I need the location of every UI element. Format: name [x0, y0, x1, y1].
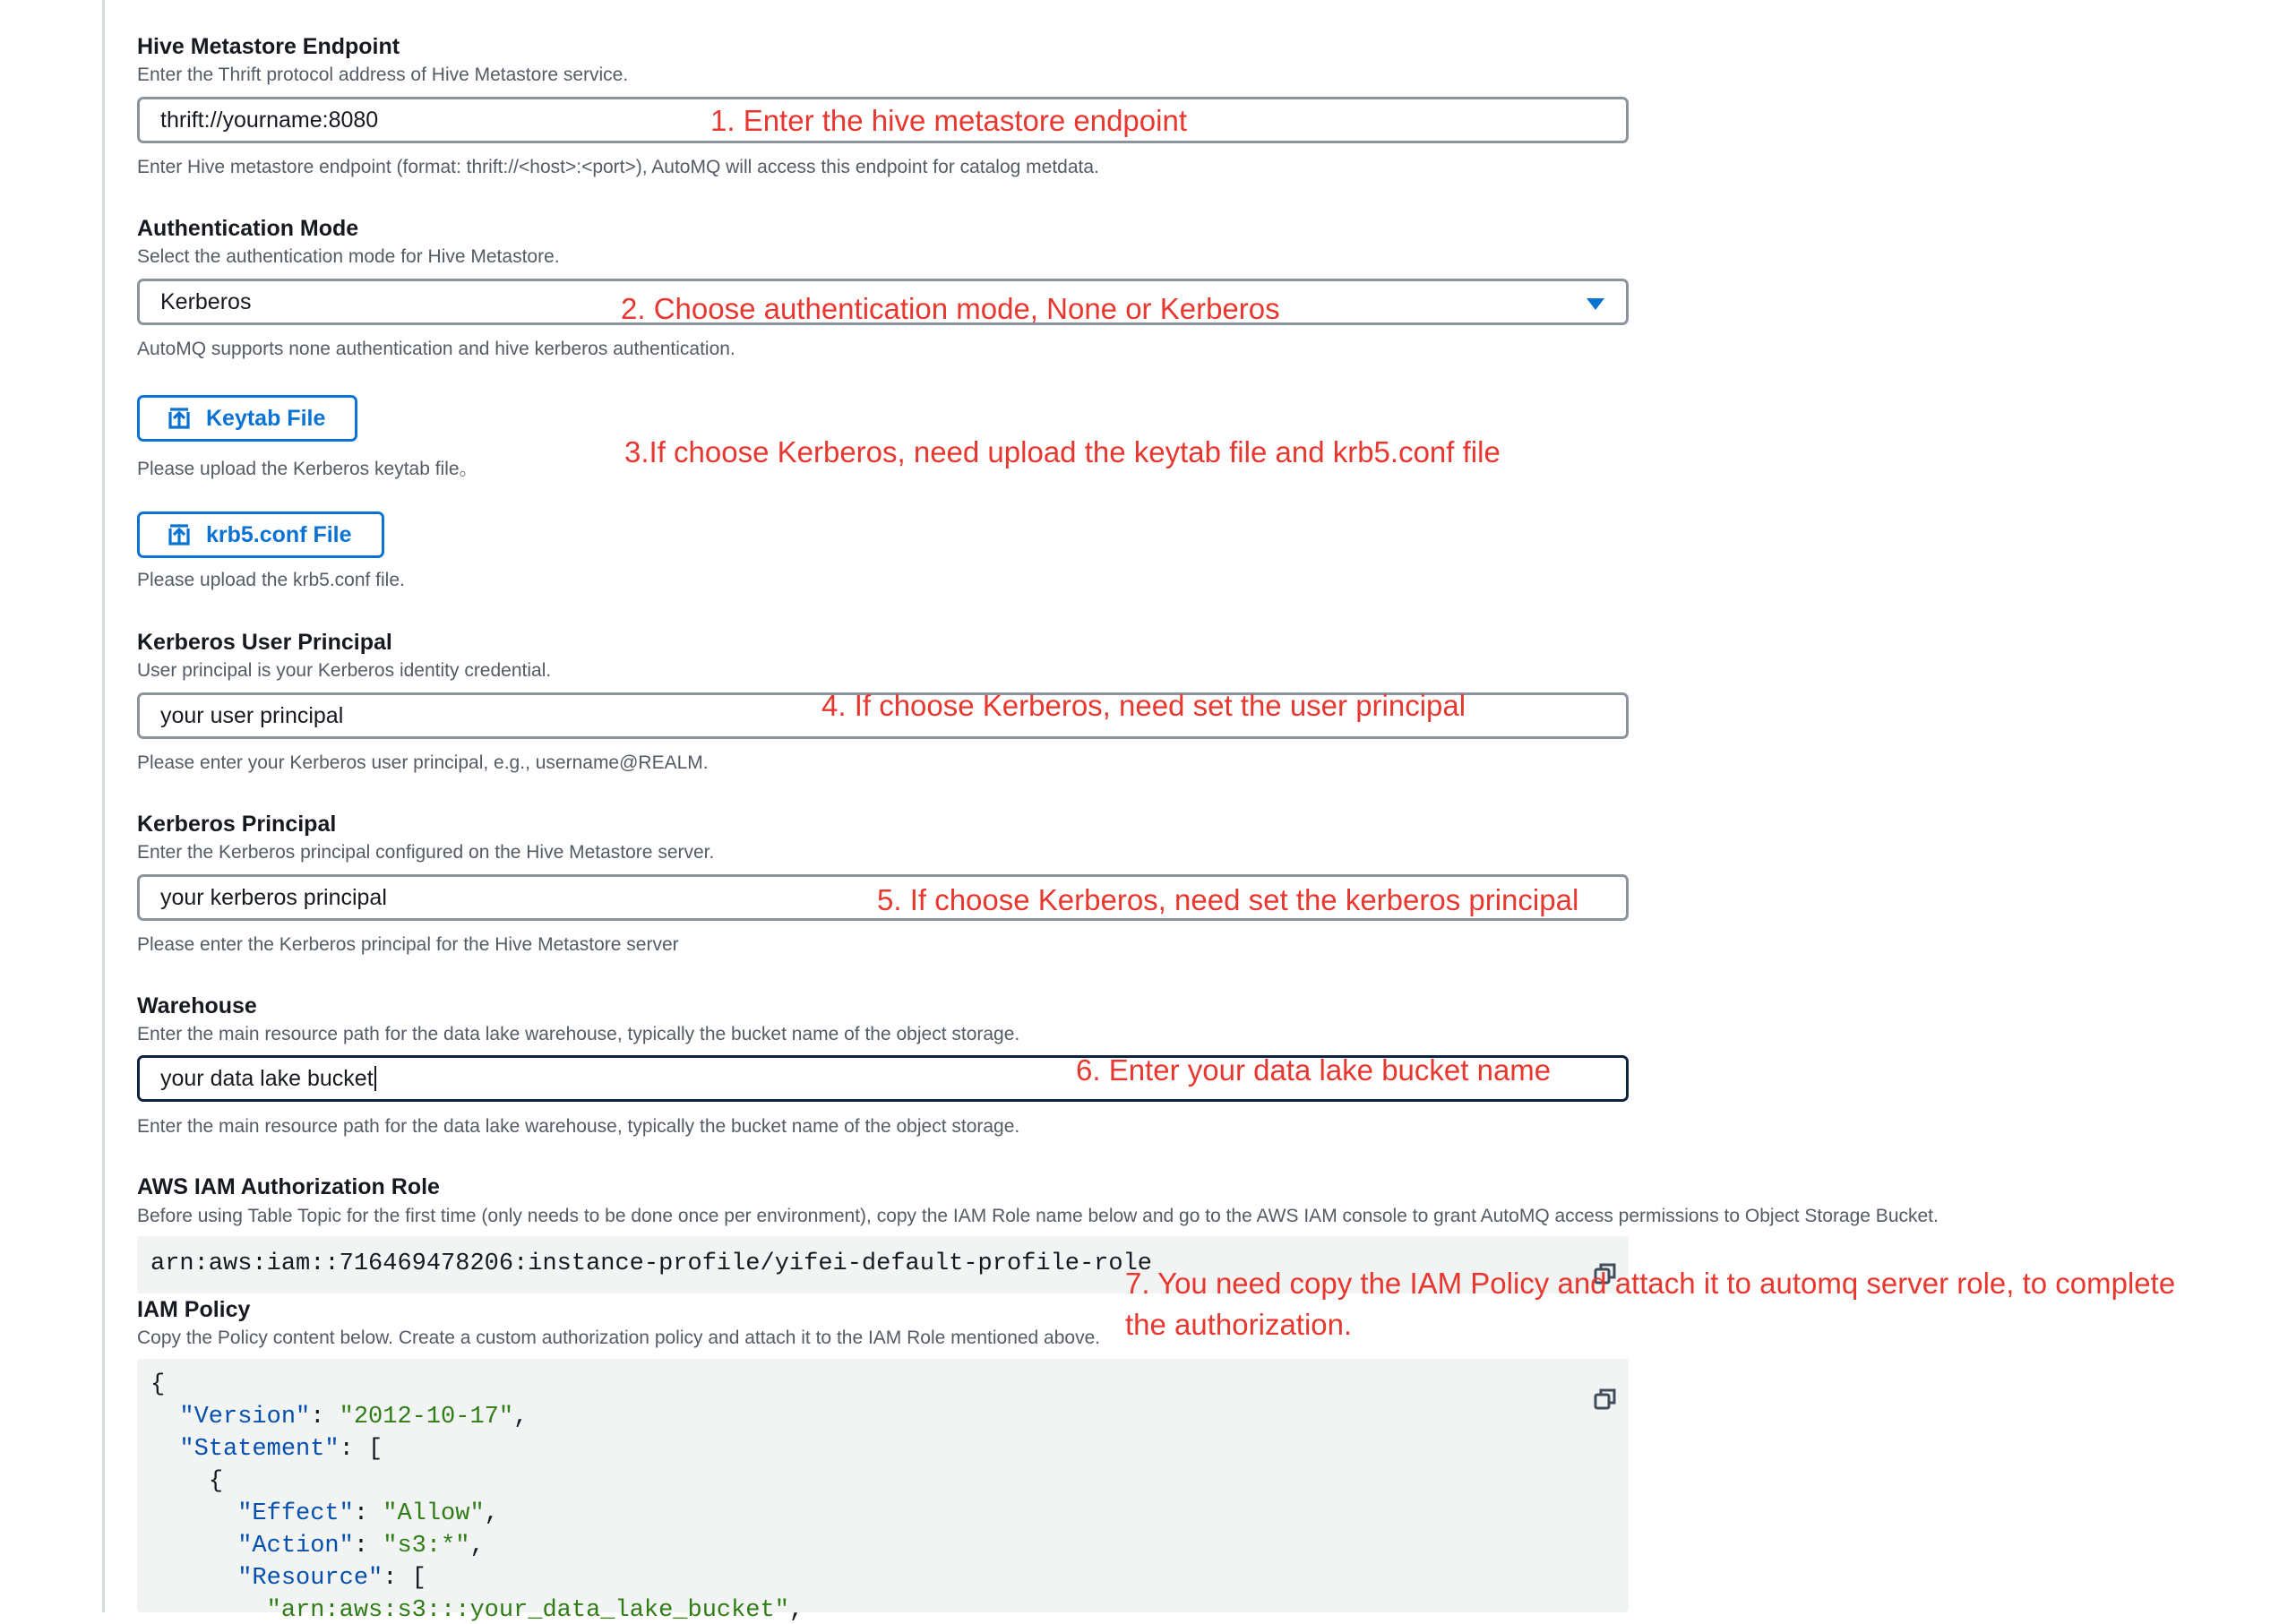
krb5-upload-label: krb5.conf File [206, 521, 352, 547]
warehouse-label: Warehouse [137, 993, 257, 1018]
iam-policy-label: IAM Policy [137, 1297, 251, 1322]
upload-icon [167, 522, 192, 547]
iam-policy-description: Copy the Policy content below. Create a custom authorization policy and attach it to the IAM Role mentioned above. [137, 1328, 1101, 1348]
annotation-step-7-line-2: the authorization. [1125, 1308, 1353, 1341]
code-line: { [150, 1371, 166, 1398]
annotation-step-5: 5. If choose Kerberos, need set the kerberos principal [877, 883, 1579, 916]
hive-endpoint-value: thrift://yourname:8080 [160, 107, 379, 133]
annotation-step-3: 3.If choose Kerberos, need upload the keytab file and krb5.conf file [624, 435, 1501, 468]
keytab-upload-button[interactable] [137, 395, 357, 442]
warehouse-description: Enter the main resource path for the data lake warehouse, typically the bucket name of the object storage. [137, 1024, 1020, 1044]
hive-endpoint-label: Hive Metastore Endpoint [137, 34, 400, 59]
code-line: "Resource": [ [237, 1565, 426, 1592]
iam-role-label: AWS IAM Authorization Role [137, 1174, 440, 1199]
upload-icon [167, 406, 192, 431]
code-line: "arn:aws:s3:::your_data_lake_bucket", [266, 1597, 804, 1624]
code-line: "Version": "2012-10-17", [179, 1404, 529, 1431]
auth-mode-hint: AutoMQ supports none authentication and hive kerberos authentication. [137, 339, 735, 359]
code-line: { [208, 1468, 224, 1495]
user-principal-hint: Please enter your Kerberos user principal, e.g., username@REALM. [137, 752, 709, 773]
copy-icon[interactable] [1593, 1387, 1618, 1412]
user-principal-label: Kerberos User Principal [137, 630, 392, 655]
caret-down-icon [1587, 298, 1604, 310]
kerberos-principal-description: Enter the Kerberos principal configured on the Hive Metastore server. [137, 842, 715, 863]
warehouse-value: your data lake bucket [160, 1065, 374, 1091]
auth-mode-description: Select the authentication mode for Hive Metastore. [137, 246, 560, 267]
keytab-upload-label: Keytab File [206, 405, 326, 431]
auth-mode-label: Authentication Mode [137, 216, 359, 241]
code-line: "Action": "s3:*", [237, 1533, 485, 1560]
user-principal-value: your user principal [160, 702, 344, 728]
user-principal-description: User principal is your Kerberos identity credential. [137, 660, 552, 681]
krb5-upload-button[interactable] [137, 511, 384, 558]
iam-policy-code-box [137, 1359, 1629, 1624]
hive-endpoint-hint: Enter Hive metastore endpoint (format: thrift://<host>:<port>), AutoMQ will access this endpoint for catalog metdata. [137, 157, 1099, 177]
warehouse-hint: Enter the main resource path for the data lake warehouse, typically the bucket name of the object storage. [137, 1116, 1020, 1137]
annotation-step-1: 1. Enter the hive metastore endpoint [710, 104, 1187, 137]
annotation-step-6: 6. Enter your data lake bucket name [1076, 1053, 1552, 1087]
warehouse-value-wrap [160, 1058, 376, 1099]
kerberos-principal-value: your kerberos principal [160, 884, 387, 910]
hive-endpoint-description: Enter the Thrift protocol address of Hive Metastore service. [137, 64, 629, 85]
page-left-divider [102, 0, 105, 1612]
annotation-step-4: 4. If choose Kerberos, need set the user principal [821, 689, 1466, 722]
code-line: "Statement": [ [179, 1436, 383, 1463]
kerberos-principal-hint: Please enter the Kerberos principal for the Hive Metastore server [137, 934, 679, 955]
kerberos-principal-label: Kerberos Principal [137, 812, 337, 837]
text-cursor [374, 1066, 376, 1091]
annotation-step-2: 2. Choose authentication mode, None or Kerberos [621, 292, 1280, 325]
iam-role-value: arn:aws:iam::716469478206:instance-profile/yifei-default-profile-role [150, 1250, 1152, 1277]
iam-role-description: Before using Table Topic for the first time (only needs to be done once per environment), copy the IAM Role name below and go to the AWS IAM console to grant AutoMQ access permissions to Object Storage Bucket. [137, 1206, 1939, 1226]
krb5-hint: Please upload the krb5.conf file. [137, 570, 405, 590]
code-line: "Effect": "Allow", [237, 1500, 499, 1527]
annotation-step-7-line-1: 7. You need copy the IAM Policy and attach it to automq server role, to complete [1125, 1267, 2176, 1300]
auth-mode-selected-value: Kerberos [160, 288, 252, 314]
keytab-hint: Please upload the Kerberos keytab file。 [137, 459, 478, 479]
